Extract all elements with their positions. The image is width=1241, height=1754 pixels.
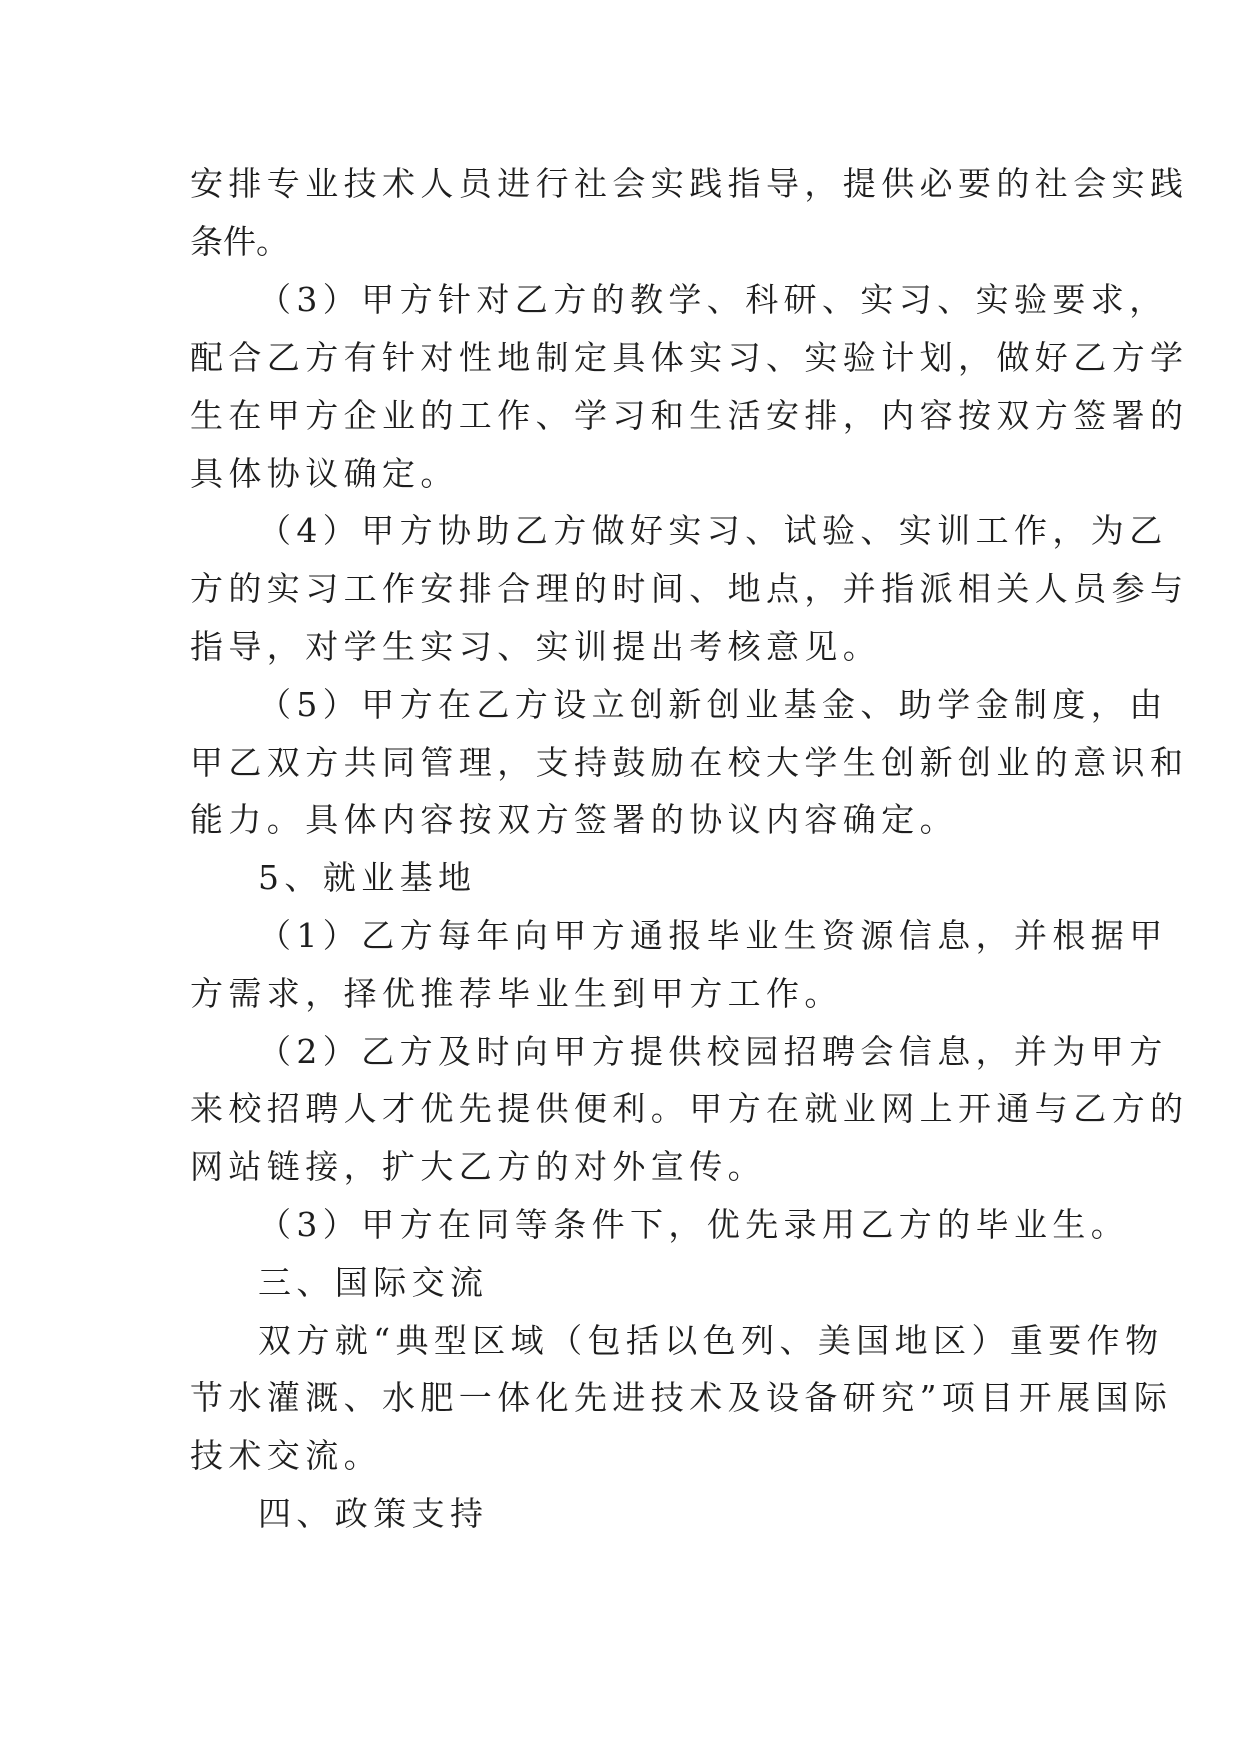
text-line: （5）甲方在乙方设立创新创业基金、助学金制度，由 xyxy=(258,685,1168,724)
text-line: 方需求，择优推荐毕业生到甲方工作。 xyxy=(190,974,843,1013)
text-line: 具体协议确定。 xyxy=(190,454,459,493)
text-line: 条件。 xyxy=(190,222,289,261)
text-line: （1）乙方每年向甲方通报毕业生资源信息，并根据甲 xyxy=(258,916,1168,955)
section-heading: 三、国际交流 xyxy=(258,1263,489,1302)
text-line: （3）甲方在同等条件下，优先录用乙方的毕业生。 xyxy=(258,1205,1130,1244)
text-line: 网站链接，扩大乙方的对外宣传。 xyxy=(190,1147,766,1186)
text-line: 技术交流。 xyxy=(190,1436,382,1475)
section-heading: 四、政策支持 xyxy=(258,1494,489,1533)
text-line: （4）甲方协助乙方做好实习、试验、实训工作，为乙 xyxy=(258,511,1168,550)
text-line: 指导，对学生实习、实训提出考核意见。 xyxy=(190,627,882,666)
text-line: （3）甲方针对乙方的教学、科研、实习、实验要求， xyxy=(258,280,1168,319)
text-line: 来校招聘人才优先提供便利。甲方在就业网上开通与乙方的 xyxy=(190,1089,1189,1128)
text-line: 双方就“典型区域（包括以色列、美国地区）重要作物 xyxy=(258,1321,1164,1360)
text-line: 安排专业技术人员进行社会实践指导，提供必要的社会实践 xyxy=(190,164,1189,203)
section-heading: 5、就业基地 xyxy=(258,858,477,897)
text-line: 生在甲方企业的工作、学习和生活安排，内容按双方签署的 xyxy=(190,396,1189,435)
text-line: 节水灌溉、水肥一体化先进技术及设备研究”项目开展国际 xyxy=(190,1378,1173,1417)
text-line: （2）乙方及时向甲方提供校园招聘会信息，并为甲方 xyxy=(258,1032,1168,1071)
text-line: 能力。具体内容按双方签署的协议内容确定。 xyxy=(190,800,958,839)
text-line: 甲乙双方共同管理，支持鼓励在校大学生创新创业的意识和 xyxy=(190,743,1189,782)
text-line: 配合乙方有针对性地制定具体实习、实验计划，做好乙方学 xyxy=(190,338,1189,377)
text-line: 方的实习工作安排合理的时间、地点，并指派相关人员参与 xyxy=(190,569,1189,608)
